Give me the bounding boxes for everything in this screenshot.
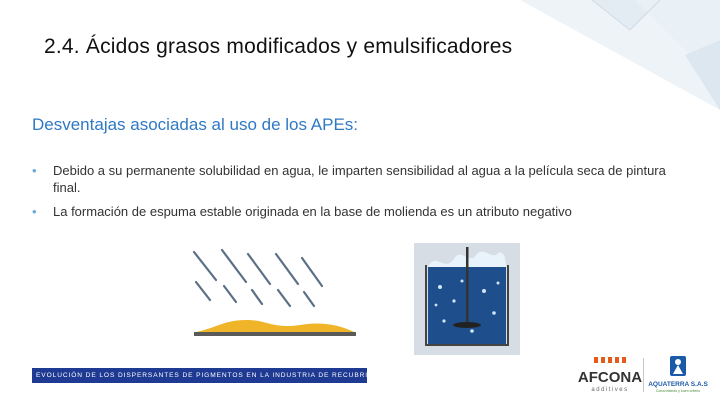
aquaterra-logo (648, 356, 708, 394)
bullet-text: Debido a su permanente solubilidad en agua, le imparten sensibilidad al agua a la película seca de pintura final. (53, 163, 666, 195)
rain-on-film-illustration (186, 240, 364, 352)
footer-banner: EVOLUCIÓN DE LOS DISPERSANTES DE PIGMENTOS EN LA INDUSTRIA DE RECUBRIMIENTOS (32, 368, 367, 383)
afcona-logo-text: AFCONA (577, 369, 643, 386)
bullet-list (32, 162, 682, 227)
slide-title: 2.4. Ácidos grasos modificados y emulsificadores (44, 35, 513, 58)
aquaterra-logo-tagline: Conocimiento y buen criterio (655, 389, 701, 393)
slide-subtitle: Desventajas asociadas al uso de los APEs: (32, 115, 359, 134)
afcona-logo-subtext: additives (591, 387, 629, 393)
bullet-dot: • (32, 204, 37, 219)
bullet-item (32, 162, 682, 196)
afcona-logo (577, 357, 643, 393)
bullet-text: La formación de espuma estable originada en la base de molienda es un atributo negativo (53, 204, 572, 219)
bullet-dot: • (32, 163, 37, 178)
logo-divider (643, 358, 644, 392)
aquaterra-logo-text: AQUATERRA S.A.S (648, 381, 708, 388)
bullet-item (32, 203, 682, 220)
foaming-beaker-illustration (414, 243, 520, 355)
